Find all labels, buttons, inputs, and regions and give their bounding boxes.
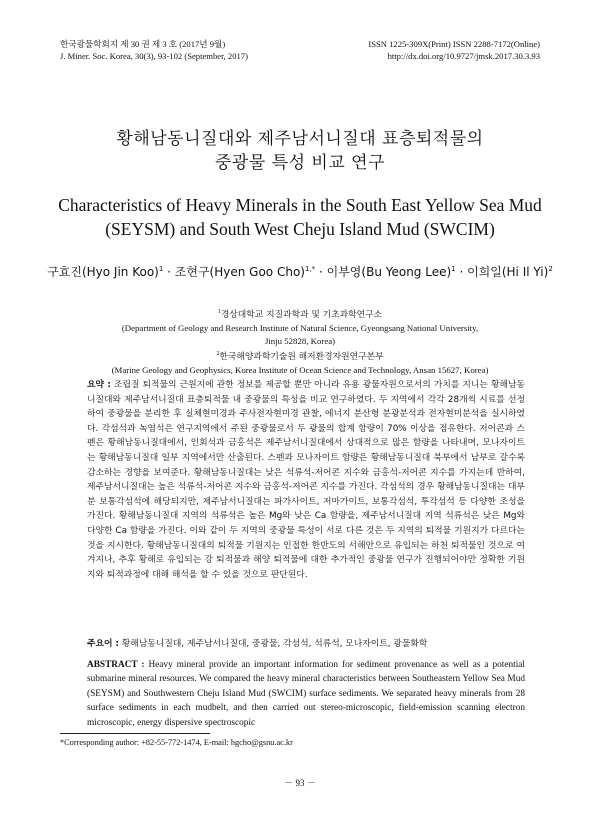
affiliation-mark: 1 — [217, 309, 221, 315]
author-affiliation-mark: 2 — [548, 265, 553, 273]
footnote-divider — [60, 733, 210, 734]
author-affiliation-mark: 1 — [451, 265, 456, 273]
affiliation-1-english-line2: Jinju 52828, Korea) — [264, 335, 336, 346]
author-separator: · — [455, 265, 468, 279]
abstract-korean-label: 요약 : — [87, 380, 111, 390]
author-name: 조현구(Hyen Goo Cho) — [174, 265, 305, 279]
author-name: 이희일(Hi Il Yi) — [467, 265, 549, 279]
author-name: 이부영(Bu Yeong Lee) — [326, 265, 452, 279]
title-english-line1: Characteristics of Heavy Minerals in the South East Yellow Sea Mud — [58, 195, 542, 215]
abstract-korean-text: 조립질 퇴적물의 근원지에 관한 정보를 제공할 뿐만 아니라 유용 광물자원으로서의 가치를 지니는 황해남동니질대와 제주남서니질대 표층퇴적물 내 중광물의 특성을 비교 연구하였다. 두 지역에서 각각 28개씩 시료를 선정하여 중광물을 분리한 후 실체현미경과 주사전자현미경 관찰, 에너지 분산형 분광분석과 전자현미분석을 실시하였다. 각섬석과 녹염석은 연구지역에서 주된 중광물로서 두 광물의 합계 함량이 70% 이상을 점유한다. 저어콘과 스펜은 황해남동니질대에서, 인회석과 금홍석은 제주남서니질대에서 상대적으로 많은 함량을 나타내며, 모나자이트는 황해남동니질대 일부 지역에서만 산출된다. 스펜과 모나자이트 함량은 황해남동니질대 북부에서 남부로 갈수록 감소하는 경향을 보여준다. 황해남동니질대는 낮은 석류석-저어콘 지수와 금홍석-저어콘 지수를 가지는데 반하여, 제주남서니질대는 높은 석류석-저어콘 지수와 금홍석-저어콘 지수를 가진다. 각섬석의 경우 황해남동니질대는 대부분 보통각섬석에 해당되지만, 제주남서니질대는 파가사이트, 저마가이트, 보통각섬석, 투각섬석 등 다양한 조성을 가진다. 황해남동니질대 지역의 석류석은 높은 Mg와 낮은 Ca 함량을, 제주남서니질대 지역 석류석은 낮은 Mg와 다양한 Ca 함량을 가진다. 이와 같이 두 지역의 중광물 특성이 서로 다른 것은 두 지역의 퇴적물 기원지가 다르다는 것을 지시한다. 황해남동니질대의 퇴적물 기원지는 인접한 한반도의 서해안으로 유입되는 하천 퇴적물인 것으로 여겨지나, 추후 황해로 유입되는 강 퇴적물과 해양 퇴적물에 대한 추가적인 중광물 연구가 진행되어야만 정확한 기원지와 퇴적과정에 대해 해석을 할 수 있을 것으로 판단된다. — [87, 380, 525, 580]
affiliation-1-korean: $^1$경상대학교 지질과학과 및 기초과학연구소 — [217, 309, 383, 320]
journal-header-left-en: J. Miner. Soc. Korea, 30(3), 93-102 (September, 2017) — [60, 51, 248, 61]
author-separator: · — [315, 265, 327, 279]
affiliation-mark: 2 — [216, 350, 220, 357]
affiliation-2-english: (Marine Geology and Geophysics, Korea Institute of Ocean Science and Technology, Ansan 15627, Korea) — [111, 364, 489, 375]
issn-line: ISSN 1225-309X(Print) ISSN 2288-7172(Online) — [368, 39, 540, 49]
author-list — [0, 263, 600, 280]
affiliations — [0, 306, 600, 377]
keywords-label: 주요어 : — [87, 639, 120, 649]
affiliation-1-english-line1: (Department of Geology and Research Institute of Natural Science, Gyeongsang National University, — [121, 322, 479, 333]
doi-link[interactable]: http://dx.doi.org/10.9727/jmsk.2017.30.3.93 — [387, 51, 540, 61]
journal-header-left — [60, 38, 248, 62]
abstract-english-text: Heavy mineral provide an important information for sediment provenance as well as a potential submarine mineral resources. We compared the heavy mineral characteristics between Southeastern Yellow Sea Mud (SEYSM) and Southwestern Cheju Island Mud (SWCIM) surface sediments. We separated heavy minerals from 28 surface sediments in each mudbelt, and then carried out stereo-microscopic, field-emission scanning electron microscopic, energy dispersive spectroscopic — [87, 660, 525, 728]
affiliation-2-korean: $^2$한국해양과학기술원 해저환경자원연구본부 — [216, 350, 384, 362]
page-number: － 93 － — [284, 778, 316, 788]
journal-header-right — [368, 38, 540, 62]
keywords-korean — [87, 637, 525, 652]
author-separator: · — [163, 265, 175, 279]
title-english-line2: (SEYSM) and South West Cheju Island Mud (SWCIM) — [105, 219, 495, 239]
abstract-korean — [87, 378, 525, 582]
keywords-text: 황해남동니질대, 제주남서니질대, 중광물, 각섬석, 석류석, 모나자이트, 광물화학 — [121, 639, 428, 649]
corresponding-author-footnote: *Corresponding author: +82-55-772-1474, E-mail: hgcho@gsnu.ac.kr — [60, 738, 293, 747]
abstract-english-label: ABSTRACT : — [87, 660, 145, 670]
author-name: 구효진(Hyo Jin Koo) — [47, 265, 159, 279]
author-affiliation-mark: 1 — [158, 265, 164, 273]
journal-header-left-ko: 한국광물학회지 제 30 권 제 3 호 (2017년 9월) — [60, 39, 226, 49]
title-korean-line1: 황해남동니질대와 제주남서니질대 표층퇴적물의 — [116, 129, 484, 149]
title-english — [40, 193, 560, 241]
author-affiliation-mark: 1,* — [304, 265, 316, 273]
title-korean-line2: 중광물 특성 비교 연구 — [214, 153, 385, 173]
abstract-english — [87, 658, 525, 730]
